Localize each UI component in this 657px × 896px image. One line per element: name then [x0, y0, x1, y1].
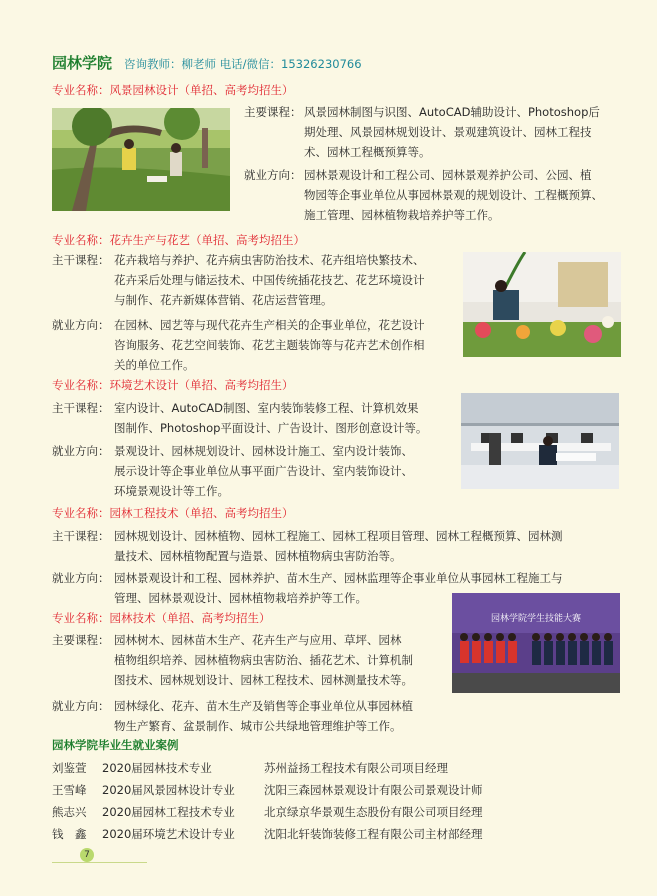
graduate-name: 王雪峰 [52, 783, 87, 797]
graduate-name: 熊志兴 [52, 805, 87, 819]
graduate-major: 2020届风景园林设计专业 [102, 783, 235, 797]
job-label: 就业方向： [52, 699, 110, 713]
course-content [114, 398, 427, 438]
table-row [52, 782, 483, 798]
course-line: 花卉采后处理与储运技术、中国传统插花技艺、花艺环境设计 [114, 273, 425, 287]
graduate-major: 2020届园林工程技术专业 [102, 805, 235, 819]
college-title: 园林学院 [52, 54, 113, 72]
job-line: 施工管理、园林植物栽培养护等工作。 [304, 208, 500, 222]
job-line: 环境景观设计等工作。 [114, 484, 229, 498]
course-content [114, 250, 425, 310]
job-line: 物生产繁育、盆景制作、城市公共绿地管理维护等工作。 [114, 719, 402, 733]
major-title-landscape-technology: 专业名称：园林技术（单招、高考均招生） [52, 611, 271, 625]
job-line: 景观设计、园林规划设计、园林设计施工、室内设计装饰、 [114, 444, 413, 458]
course-label: 主要课程： [244, 105, 302, 119]
computer-lab-photo [461, 393, 619, 489]
course-content [304, 102, 600, 162]
job-line: 园林景观设计和工程公司、园林景观养护公司、公园、植 [304, 168, 592, 182]
course-line: 术、园林工程概预算等。 [304, 145, 431, 159]
job-content [304, 165, 603, 225]
floral-arrangement-photo [463, 252, 621, 357]
graduate-major: 2020届环境艺术设计专业 [102, 827, 235, 841]
job-line: 咨询服务、花艺空间装饰、花艺主题装饰等与花卉艺术创作相 [114, 338, 425, 352]
job-line: 园林绿化、花卉、苗木生产及销售等企事业单位从事园林植 [114, 699, 413, 713]
employment-cases-title: 园林学院毕业生就业案例 [52, 738, 179, 752]
course-line: 花卉栽培与养护、花卉病虫害防治技术、花卉组培快繁技术、 [114, 253, 425, 267]
job-line: 物园等企事业单位从事园林景观的规划设计、工程概预算、 [304, 188, 603, 202]
job-label: 就业方向： [52, 571, 110, 585]
page-number: 7 [80, 848, 94, 862]
job-label: 就业方向： [244, 168, 302, 182]
major-title-landscape-design: 专业名称：风景园林设计（单招、高考均招生） [52, 83, 294, 97]
outdoor-sketching-photo [52, 108, 230, 211]
job-line: 在园林、园艺等与现代花卉生产相关的企事业单位，花艺设计 [114, 318, 425, 332]
course-content [114, 630, 413, 690]
course-label: 主干课程： [52, 253, 110, 267]
graduate-job: 苏州益扬工程技术有限公司项目经理 [264, 761, 448, 775]
table-row [52, 760, 448, 776]
page-header [52, 52, 362, 76]
table-row [52, 804, 483, 820]
graduate-name: 钱 鑫 [52, 827, 87, 841]
banner-text: 园林学院学生技能大赛 [490, 614, 582, 624]
job-content [114, 696, 413, 736]
table-row [52, 826, 483, 842]
major-title-environmental-art: 专业名称：环境艺术设计（单招、高考均招生） [52, 378, 294, 392]
course-label: 主干课程： [52, 401, 110, 415]
job-line: 管理、园林景观设计、园林植物栽培养护等工作。 [114, 591, 367, 605]
course-line: 园林规划设计、园林植物、园林工程施工、园林工程项目管理、园林工程概预算、园林测 [114, 529, 563, 543]
graduate-name: 刘鉴萱 [52, 761, 87, 775]
job-line: 园林景观设计和工程、园林养护、苗木生产、园林监理等企事业单位从事园林工程施工与 [114, 571, 563, 585]
job-line: 展示设计等企事业单位从事平面广告设计、室内装饰设计、 [114, 464, 413, 478]
major-title-flower-production: 专业名称：花卉生产与花艺（单招、高考均招生） [52, 233, 305, 247]
course-label: 主干课程： [52, 529, 110, 543]
course-content [114, 526, 563, 566]
course-line: 与制作、花卉新媒体营销、花店运营管理。 [114, 293, 333, 307]
course-line: 图技术、园林规划设计、园林工程技术、园林测量技术等。 [114, 673, 413, 687]
contact-info: 咨询教师：柳老师 电话/微信：15326230766 [124, 57, 362, 71]
job-content [114, 441, 413, 501]
course-line: 期处理、风景园林规划设计、景观建筑设计、园林工程技 [304, 125, 592, 139]
graduate-job: 沈阳三森园林景观设计有限公司景观设计师 [264, 783, 483, 797]
job-line: 关的单位工作。 [114, 358, 195, 372]
graduate-job: 北京绿京华景观生态股份有限公司项目经理 [264, 805, 483, 819]
course-line: 图制作、Photoshop平面设计、广告设计、图形创意设计等。 [114, 421, 428, 435]
course-line: 风景园林制图与识图、AutoCAD辅助设计、Photoshop后 [304, 105, 600, 119]
major-title-landscape-engineering: 专业名称：园林工程技术（单招、高考均招生） [52, 506, 294, 520]
graduate-job: 沈阳北轩装饰装修工程有限公司主材部经理 [264, 827, 483, 841]
graduate-major: 2020届园林技术专业 [102, 761, 212, 775]
job-content [114, 315, 425, 375]
course-line: 室内设计、AutoCAD制图、室内装饰装修工程、计算机效果 [114, 401, 419, 415]
job-label: 就业方向： [52, 318, 110, 332]
skills-competition-photo [452, 593, 620, 693]
course-label: 主要课程： [52, 633, 110, 647]
job-label: 就业方向： [52, 444, 110, 458]
course-line: 植物组织培养、园林植物病虫害防治、插花艺术、计算机制 [114, 653, 413, 667]
page-footer-divider [52, 862, 147, 863]
course-line: 园林树木、园林苗木生产、花卉生产与应用、草坪、园林 [114, 633, 402, 647]
course-line: 量技术、园林植物配置与造景、园林植物病虫害防治等。 [114, 549, 402, 563]
